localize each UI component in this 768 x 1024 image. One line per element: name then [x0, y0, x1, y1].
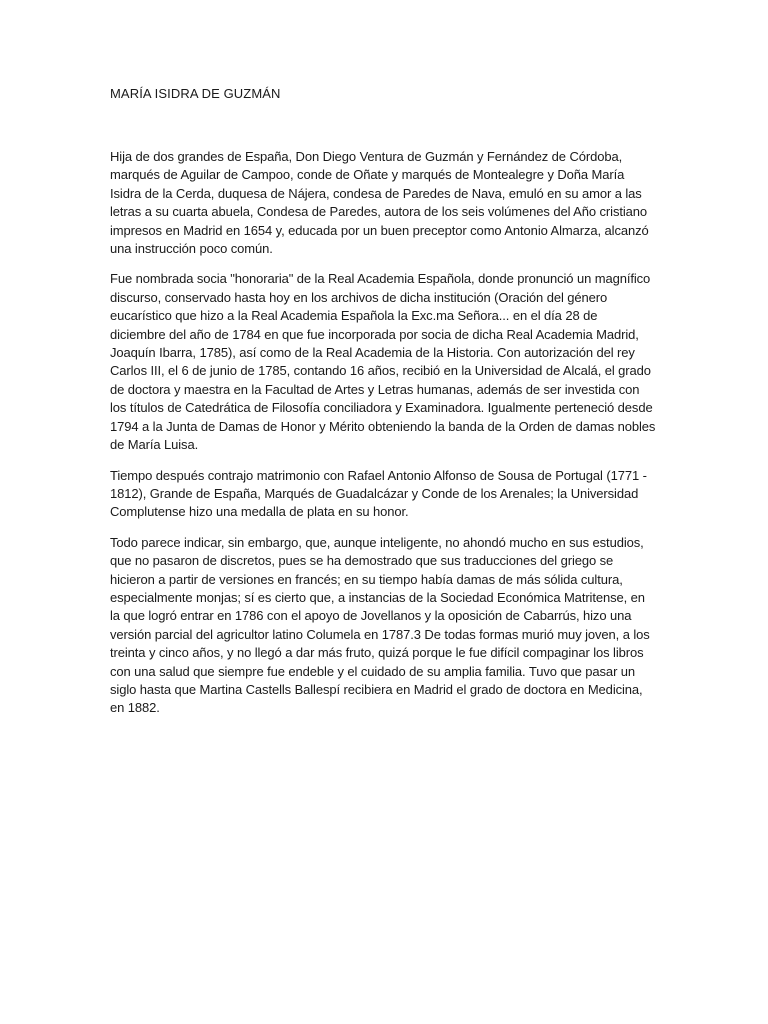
paragraph-4: Todo parece indicar, sin embargo, que, aunque inteligente, no ahondó mucho en sus estudios, que no pasaron de discretos, pues se ha demostrado que sus traducciones del griego se hicieron a partir de versiones en francés; en su tiempo había damas de más sólida cultura, especialmente monjas; sí es cierto que, a instancias de la Sociedad Económica Matritense, en la que logró entrar en 1786 con el apoyo de Jovellanos y la oposición de Cabarrús, hizo una versión parcial del agricultor latino Columela en 1787.3 De todas formas murió muy joven, a los treinta y cinco años, y no llegó a dar más fruto, quizá porque le fue difícil compaginar los libros con una salud que siempre fue endeble y el cuidado de su amplia familia. Tuvo que pasar un siglo hasta que Martina Castells Ballespí recibiera en Madrid el grado de doctora en Medicina, en 1882. — [110, 534, 650, 716]
paragraph-3: Tiempo después contrajo matrimonio con Rafael Antonio Alfonso de Sousa de Portugal (1771 - 1812), Grande de España, Marqués de Guadalcázar y Conde de los Arenales; la Universidad Complutense hizo una medalla de plata en su honor. — [110, 467, 647, 520]
document-title: MARÍA ISIDRA DE GUZMÁN — [110, 86, 281, 101]
document-body — [110, 148, 656, 730]
paragraph-2: Fue nombrada socia "honoraria" de la Real Academia Española, donde pronunció un magnífico discurso, conservado hasta hoy en los archivos de dicha institución (Oración del género eucarístico que hizo a la Real Academia Española la Exc.ma Señora... en el día 28 de diciembre del año de 1784 en que fue incorporada por socia de dicha Real Academia Madrid, Joaquín Ibarra, 1785), así como de la Real Academia de la Historia. Con autorización del rey Carlos III, el 6 de junio de 1785, contando 16 años, recibió en la Universidad de Alcalá, el grado de doctora y maestra en la Facultad de Artes y Letras humanas, además de ser investida con los títulos de Catedrática de Filosofía conciliadora y Examinadora. Igualmente perteneció desde 1794 a la Junta de Damas de Honor y Mérito obteniendo la banda de la Orden de damas nobles de María Luisa. — [110, 271, 656, 453]
paragraph-1: Hija de dos grandes de España, Don Diego Ventura de Guzmán y Fernández de Córdoba, marqués de Aguilar de Campoo, conde de Oñate y marqués de Montealegre y Doña María Isidra de la Cerda, duquesa de Nájera, condesa de Paredes de Nava, emuló en su amor a las letras a su cuarta abuela, Condesa de Paredes, autora de los seis volúmenes del Año cristiano impresos en Madrid en 1654 y, educada por un buen preceptor como Antonio Almarza, alcanzó una instrucción poco común. — [110, 149, 649, 257]
